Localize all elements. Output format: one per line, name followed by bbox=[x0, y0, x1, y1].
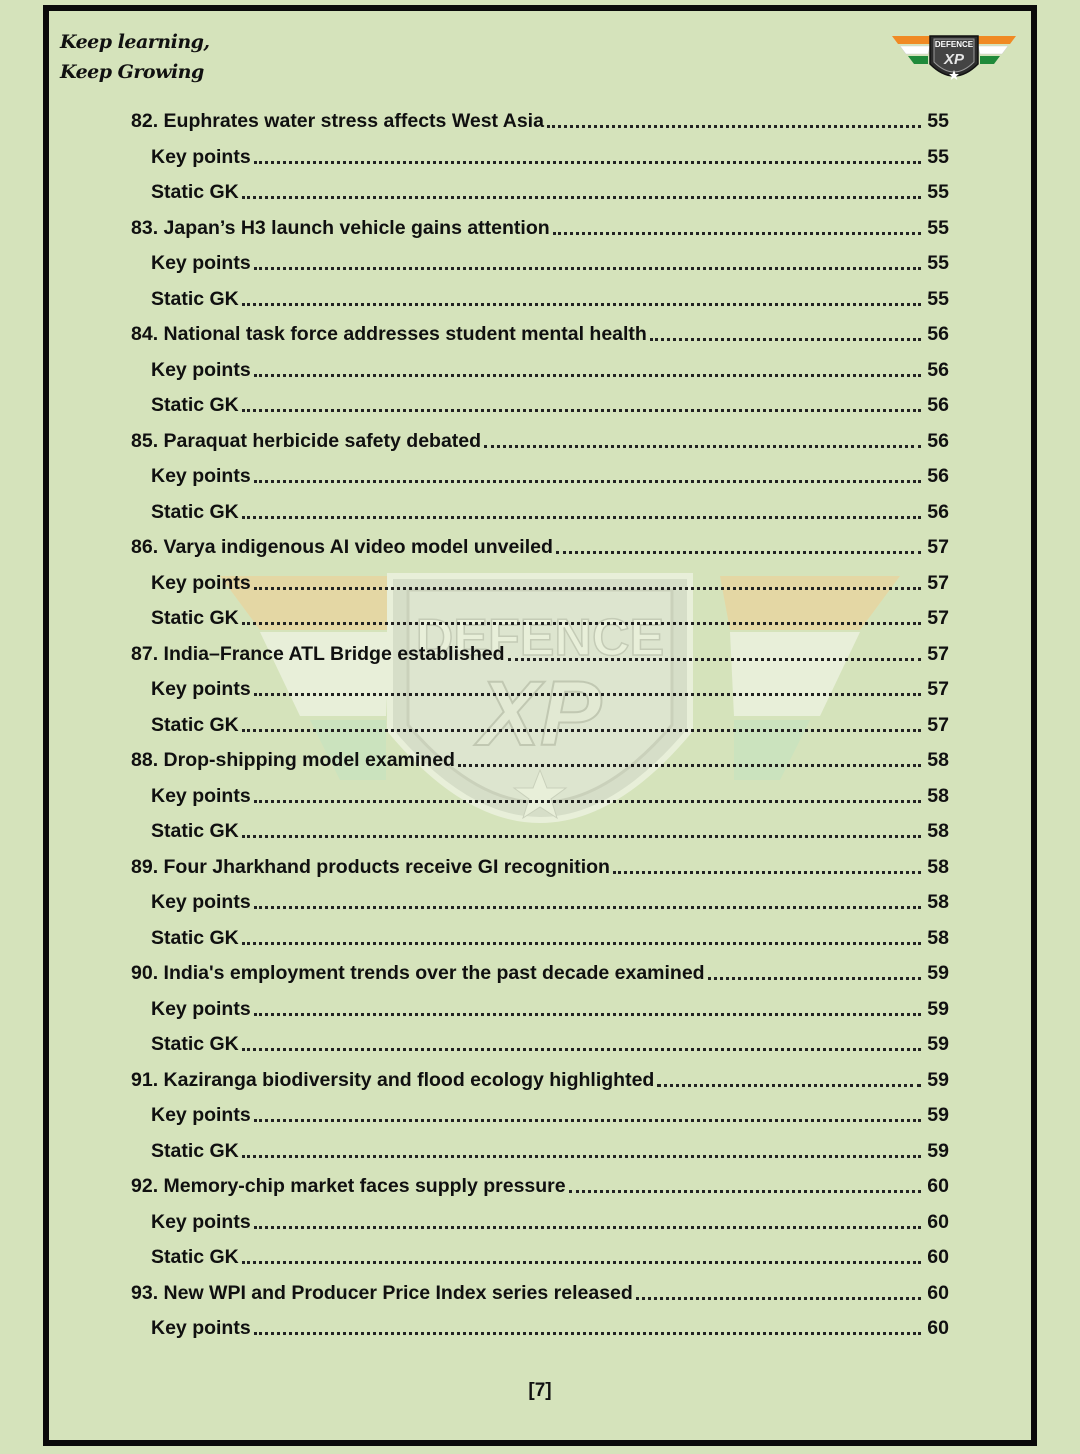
dot-leader bbox=[242, 815, 921, 838]
toc-subentry[interactable] bbox=[151, 174, 949, 204]
toc-entry-page: 56 bbox=[927, 323, 949, 345]
dot-leader bbox=[254, 460, 921, 483]
toc-entry-title: 90. India's employment trends over the past decade examined bbox=[131, 962, 705, 984]
dot-leader bbox=[708, 957, 921, 980]
toc-entry[interactable] bbox=[131, 529, 949, 559]
dot-leader bbox=[650, 318, 921, 341]
toc-entry-page: 56 bbox=[927, 429, 949, 452]
toc-entry-title: Key points bbox=[151, 358, 251, 381]
toc-entry-page: 55 bbox=[927, 216, 949, 239]
toc-entry-page: 57 bbox=[927, 642, 949, 665]
toc-entry-page: 60 bbox=[927, 1210, 949, 1233]
dot-leader bbox=[242, 1135, 921, 1158]
toc-subentry[interactable] bbox=[151, 387, 949, 417]
dot-leader bbox=[508, 638, 922, 661]
toc-entry-page: 57 bbox=[927, 571, 949, 594]
toc-entry-page: 57 bbox=[927, 678, 949, 700]
toc-subentry[interactable] bbox=[151, 707, 949, 737]
toc-entry-page: 57 bbox=[927, 607, 949, 629]
toc-subentry[interactable] bbox=[151, 991, 949, 1021]
toc-subentry[interactable] bbox=[151, 600, 949, 630]
dot-leader bbox=[254, 354, 921, 377]
toc-entry-page: 58 bbox=[927, 749, 949, 771]
toc-entry-title: Static GK bbox=[151, 607, 239, 629]
toc-entry-page: 59 bbox=[927, 962, 949, 984]
toc-subentry[interactable] bbox=[151, 1239, 949, 1269]
toc-entry-page: 59 bbox=[927, 997, 949, 1020]
toc-entry-page: 57 bbox=[927, 536, 949, 558]
dot-leader bbox=[254, 1099, 921, 1122]
toc-entry-title: Key points bbox=[151, 1104, 251, 1126]
toc-entry-title: Key points bbox=[151, 252, 251, 274]
toc-entry-title: 82. Euphrates water stress affects West Asia bbox=[131, 110, 544, 132]
toc-entry-title: Static GK bbox=[151, 713, 239, 736]
toc-entry-page: 59 bbox=[927, 1139, 949, 1162]
toc-entry-title: 86. Varya indigenous AI video model unveiled bbox=[131, 536, 553, 558]
toc-entry-title: 91. Kaziranga biodiversity and flood ecology highlighted bbox=[131, 1068, 655, 1091]
toc-entry-page: 55 bbox=[927, 145, 949, 168]
page-number: [7] bbox=[528, 1380, 552, 1401]
dot-leader bbox=[242, 709, 921, 732]
toc-entry-page: 55 bbox=[927, 287, 949, 310]
defence-xp-logo bbox=[890, 32, 1018, 90]
toc-entry-page: 58 bbox=[927, 926, 949, 949]
toc-entry-page: 59 bbox=[927, 1033, 949, 1055]
toc-entry-page: 58 bbox=[927, 855, 949, 878]
dot-leader bbox=[242, 496, 921, 519]
toc-entry-title: Key points bbox=[151, 571, 251, 594]
dot-leader bbox=[242, 1241, 921, 1264]
toc-entry-page: 59 bbox=[927, 1104, 949, 1126]
dot-leader bbox=[254, 247, 921, 270]
toc-entry-title: Key points bbox=[151, 145, 251, 168]
toc-entry-title: 89. Four Jharkhand products receive GI recognition bbox=[131, 855, 610, 878]
toc-entry-title: 88. Drop-shipping model examined bbox=[131, 749, 455, 771]
toc-entry-title: Key points bbox=[151, 784, 251, 807]
toc-subentry[interactable] bbox=[151, 565, 949, 595]
dot-leader bbox=[242, 283, 921, 306]
toc-entry-title: Key points bbox=[151, 997, 251, 1020]
dot-leader bbox=[254, 1206, 921, 1229]
toc-subentry[interactable] bbox=[151, 1026, 949, 1056]
toc-entry-page: 58 bbox=[927, 891, 949, 913]
toc-entry-title: Static GK bbox=[151, 287, 239, 310]
toc-entry-page: 60 bbox=[927, 1281, 949, 1304]
toc-entry[interactable] bbox=[131, 636, 949, 666]
toc-subentry[interactable] bbox=[151, 139, 949, 169]
toc-entry-title: Static GK bbox=[151, 1139, 239, 1162]
toc-entry-page: 60 bbox=[927, 1246, 949, 1268]
toc-entry-page: 58 bbox=[927, 820, 949, 842]
dot-leader bbox=[242, 389, 921, 412]
toc-subentry[interactable] bbox=[151, 1310, 949, 1340]
toc-entry-title: Static GK bbox=[151, 500, 239, 523]
dot-leader bbox=[657, 1064, 921, 1087]
dot-leader bbox=[254, 141, 921, 164]
dot-leader bbox=[556, 531, 921, 554]
dot-leader bbox=[242, 922, 921, 945]
toc-subentry[interactable] bbox=[151, 352, 949, 382]
dot-leader bbox=[242, 602, 921, 625]
toc-subentry[interactable] bbox=[151, 778, 949, 808]
toc-entry-title: Static GK bbox=[151, 820, 239, 842]
toc-entry-title: Static GK bbox=[151, 181, 239, 203]
toc-entry-page: 56 bbox=[927, 500, 949, 523]
dot-leader bbox=[254, 567, 921, 590]
toc-entry[interactable] bbox=[131, 742, 949, 772]
toc-entry[interactable] bbox=[131, 1168, 949, 1198]
toc-subentry[interactable] bbox=[151, 671, 949, 701]
toc-entry-title: 85. Paraquat herbicide safety debated bbox=[131, 429, 482, 452]
dot-leader bbox=[254, 780, 921, 803]
toc-subentry[interactable] bbox=[151, 281, 949, 311]
dot-leader bbox=[254, 1312, 921, 1335]
toc-entry-title: 93. New WPI and Producer Price Index series released bbox=[131, 1281, 633, 1304]
toc-entry-page: 58 bbox=[927, 784, 949, 807]
toc-entry-page: 56 bbox=[927, 465, 949, 487]
dot-leader bbox=[242, 1028, 921, 1051]
toc-entry-title: 92. Memory-chip market faces supply pressure bbox=[131, 1175, 566, 1197]
dot-leader bbox=[242, 176, 921, 199]
dot-leader bbox=[484, 425, 921, 448]
logo-mark: XP bbox=[943, 51, 965, 68]
toc-entry-title: Static GK bbox=[151, 1033, 239, 1055]
dot-leader bbox=[254, 886, 921, 909]
dot-leader bbox=[569, 1170, 921, 1193]
tagline-line-2: Keep Growing bbox=[60, 61, 204, 83]
toc-entry-title: 83. Japan’s H3 launch vehicle gains attention bbox=[131, 216, 550, 239]
toc-entry-page: 56 bbox=[927, 394, 949, 416]
toc-subentry[interactable] bbox=[151, 1133, 949, 1163]
toc-entry-title: Key points bbox=[151, 1210, 251, 1233]
toc-entry[interactable] bbox=[131, 1062, 949, 1092]
toc-entry-title: 84. National task force addresses student mental health bbox=[131, 323, 647, 345]
toc-entry-title: Key points bbox=[151, 678, 251, 700]
toc-entry-title: Static GK bbox=[151, 1246, 239, 1268]
toc-subentry[interactable] bbox=[151, 884, 949, 914]
toc-entry[interactable] bbox=[131, 316, 949, 346]
toc-entry-page: 60 bbox=[927, 1175, 949, 1197]
toc-entry[interactable] bbox=[131, 210, 949, 240]
toc-entry-title: Key points bbox=[151, 891, 251, 913]
toc-entry-page: 55 bbox=[927, 181, 949, 203]
toc-entry[interactable] bbox=[131, 849, 949, 879]
watermark-mark: XP bbox=[478, 663, 602, 765]
dot-leader bbox=[636, 1277, 921, 1300]
toc-subentry[interactable] bbox=[151, 1097, 949, 1127]
toc-entry-page: 55 bbox=[927, 110, 949, 132]
dot-leader bbox=[254, 673, 921, 696]
toc-entry-title: Key points bbox=[151, 1317, 251, 1339]
toc-subentry[interactable] bbox=[151, 494, 949, 524]
toc-entry-page: 57 bbox=[927, 713, 949, 736]
tagline-line-1: Keep learning, bbox=[60, 31, 210, 53]
logo-text: DEFENCE bbox=[934, 40, 974, 49]
toc-entry-page: 56 bbox=[927, 358, 949, 381]
dot-leader bbox=[613, 851, 921, 874]
toc-subentry[interactable] bbox=[151, 458, 949, 488]
toc-subentry[interactable] bbox=[151, 245, 949, 275]
toc-entry-title: Key points bbox=[151, 465, 251, 487]
tagline bbox=[60, 27, 210, 87]
toc-entry[interactable] bbox=[131, 423, 949, 453]
dot-leader bbox=[553, 212, 921, 235]
toc-entry-page: 59 bbox=[927, 1068, 949, 1091]
toc-entry-title: Static GK bbox=[151, 394, 239, 416]
toc-subentry[interactable] bbox=[151, 813, 949, 843]
toc-subentry[interactable] bbox=[151, 1204, 949, 1234]
watermark-text: DEFENCE bbox=[415, 609, 665, 667]
dot-leader bbox=[458, 744, 921, 767]
toc-entry[interactable] bbox=[131, 103, 949, 133]
toc-entry-title: 87. India–France ATL Bridge established bbox=[131, 642, 505, 665]
dot-leader bbox=[254, 993, 921, 1016]
toc-entry-page: 55 bbox=[927, 252, 949, 274]
toc-entry[interactable] bbox=[131, 1275, 949, 1305]
dot-leader bbox=[547, 105, 921, 128]
toc-entry-page: 60 bbox=[927, 1317, 949, 1339]
toc-entry[interactable] bbox=[131, 955, 949, 985]
toc-entry-title: Static GK bbox=[151, 926, 239, 949]
toc-subentry[interactable] bbox=[151, 920, 949, 950]
